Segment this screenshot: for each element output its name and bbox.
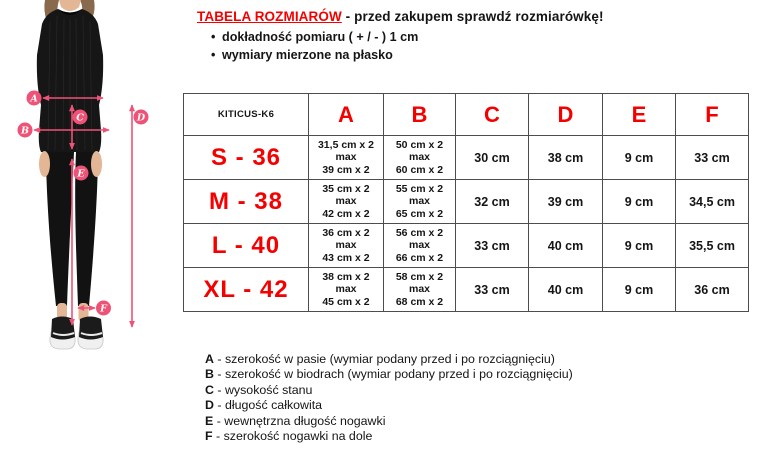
model-figure-svg <box>0 0 180 350</box>
column-header-a: A <box>309 94 384 136</box>
legend-letter: D <box>205 398 214 413</box>
note-item: • dokładność pomiaru ( + / - ) 1 cm <box>222 29 418 47</box>
page-title <box>197 9 604 24</box>
cell-d: 40 cm <box>529 268 603 312</box>
cell-e: 9 cm <box>603 268 676 312</box>
legend-item: F - szerokość nogawki na dole <box>205 429 373 444</box>
legend-letter: B <box>205 367 214 382</box>
legend-item: A - szerokość w pasie (wymiar podany przed i po rozciągnięciu) <box>205 352 555 366</box>
sneakers <box>50 317 103 350</box>
legend-item: D - długość całkowita <box>205 398 323 413</box>
table-row <box>184 268 749 312</box>
cell-f: 34,5 cm <box>676 180 749 224</box>
cell-b: 55 cm x 2 max 65 cm x 2 <box>384 180 456 224</box>
column-header-b: B <box>384 94 456 136</box>
cell-c: 33 cm <box>456 224 529 268</box>
size-label: M - 38 <box>184 180 309 224</box>
legend-item: C - wysokość stanu <box>205 382 313 397</box>
model-photo <box>0 0 180 350</box>
cell-f: 33 cm <box>676 136 749 180</box>
column-header-d: D <box>529 94 603 136</box>
cell-e: 9 cm <box>603 224 676 268</box>
title-rest: - przed zakupem sprawdź rozmiarówkę! <box>341 9 604 24</box>
cell-a: 38 cm x 2 max 45 cm x 2 <box>309 268 384 312</box>
legend-letter: C <box>205 382 214 397</box>
marker-letter-b: B <box>20 125 30 137</box>
title-highlight: TABELA ROZMIARÓW <box>197 9 342 24</box>
size-label: L - 40 <box>184 224 309 268</box>
marker-letter-f: F <box>100 303 107 315</box>
cell-c: 30 cm <box>456 136 529 180</box>
model-code: KITICUS-K6 <box>184 94 309 136</box>
cell-c: 33 cm <box>456 268 529 312</box>
cell-d: 39 cm <box>529 180 603 224</box>
size-label: S - 36 <box>184 136 309 180</box>
cell-a: 36 cm x 2 max 43 cm x 2 <box>309 224 384 268</box>
marker-letter-c: C <box>76 112 84 124</box>
table-row <box>184 224 749 268</box>
column-header-c: C <box>456 94 529 136</box>
note-item: • wymiary mierzone na płasko <box>222 47 418 65</box>
marker-letter-a: A <box>30 93 38 105</box>
cell-b: 58 cm x 2 max 68 cm x 2 <box>384 268 456 312</box>
legend-letter: F <box>205 429 213 444</box>
cell-a: 31,5 cm x 2 max 39 cm x 2 <box>309 136 384 180</box>
table-row <box>184 180 749 224</box>
column-header-e: E <box>603 94 676 136</box>
model-person <box>37 0 103 349</box>
legend-letter: A <box>205 352 214 366</box>
cell-f: 35,5 cm <box>676 224 749 268</box>
cell-b: 56 cm x 2 max 66 cm x 2 <box>384 224 456 268</box>
table-header-row <box>184 94 749 136</box>
cell-c: 32 cm <box>456 180 529 224</box>
marker-letter-e: E <box>77 168 85 180</box>
cell-e: 9 cm <box>603 180 676 224</box>
cell-e: 9 cm <box>603 136 676 180</box>
cell-d: 38 cm <box>529 136 603 180</box>
cell-a: 35 cm x 2 max 42 cm x 2 <box>309 180 384 224</box>
legend-list <box>205 352 573 444</box>
cell-b: 50 cm x 2 max 60 cm x 2 <box>384 136 456 180</box>
table-row <box>184 136 749 180</box>
cell-f: 36 cm <box>676 268 749 312</box>
size-table <box>183 93 749 312</box>
column-header-f: F <box>676 94 749 136</box>
legend-item: B - szerokość w biodrach (wymiar podany przed i po rozciągnięciu) <box>205 367 573 382</box>
size-table-body <box>184 136 749 312</box>
legend-item: E - wewnętrzna długość nogawki <box>205 413 386 428</box>
cell-d: 40 cm <box>529 224 603 268</box>
marker-letter-d: D <box>136 112 146 124</box>
notes-list <box>222 29 418 64</box>
legend-letter: E <box>205 413 214 428</box>
size-label: XL - 42 <box>184 268 309 312</box>
